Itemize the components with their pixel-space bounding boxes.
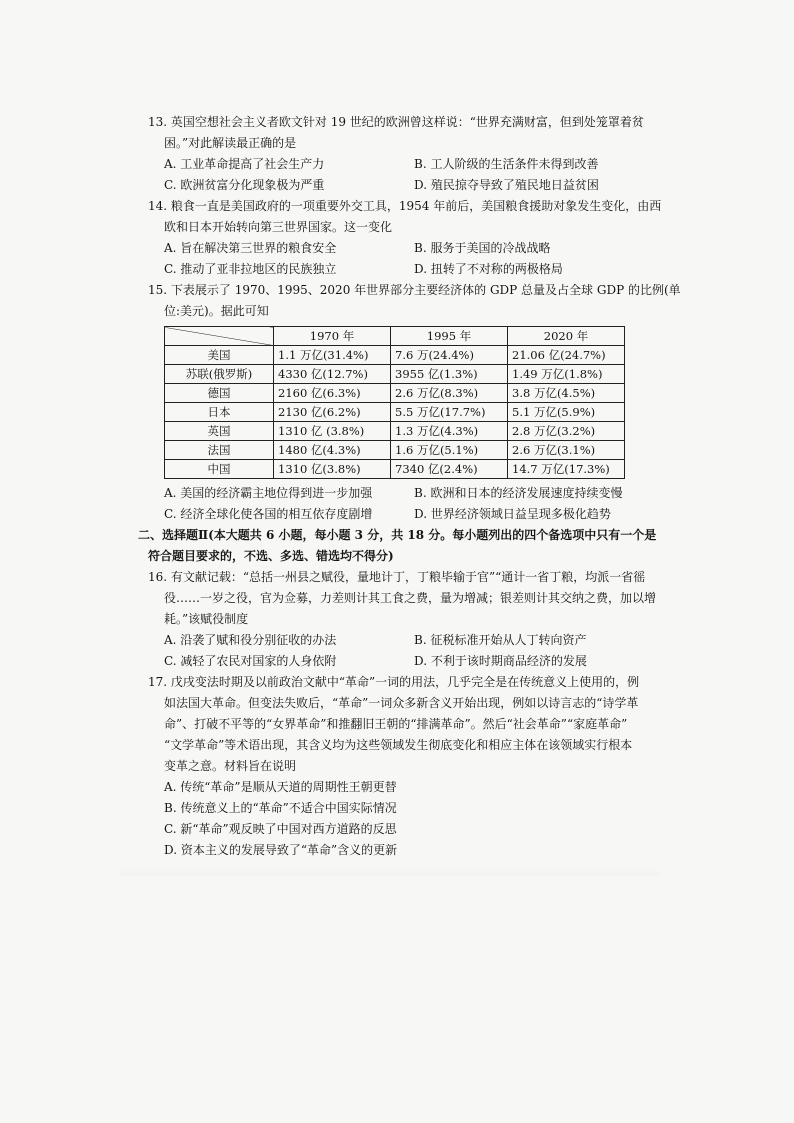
question-14-option-a: A. 旨在解决第三世界的粮食安全	[164, 241, 337, 255]
question-13-option-d: D. 殖民掠夺导致了殖民地日益贫困	[414, 178, 599, 192]
gdp-table-body	[165, 346, 625, 479]
question-17-stem-line3: 命”、打破不平等的“女界革命”和推翻旧王朝的“排满革命”。然后“社会革命”“家庭革命”	[164, 717, 628, 731]
scan-shadow	[120, 868, 660, 876]
question-14-stem-line2: 欧和日本开始转向第三世界国家。这一变化	[164, 220, 393, 234]
table-row	[165, 403, 625, 422]
gdp-table-header-2020: 2020 年	[508, 327, 625, 346]
question-16-option-c: C. 减轻了农民对国家的人身依附	[164, 654, 337, 668]
gdp-value-1970-cell: 1310 亿(3.8%)	[274, 460, 391, 479]
gdp-value-2020-cell: 14.7 万亿(17.3%)	[508, 460, 625, 479]
gdp-table-corner-cell	[165, 327, 274, 346]
question-13-stem-line1: 13. 英国空想社会主义者欧文针对 19 世纪的欧洲曾这样说：“世界充满财富，但到处笼罩着贫	[148, 115, 644, 129]
gdp-table-header-row	[165, 327, 625, 346]
question-14-options	[164, 238, 648, 280]
question-13	[148, 112, 648, 196]
question-16-options	[164, 630, 648, 672]
gdp-value-1995-cell: 1.6 万亿(5.1%)	[391, 441, 508, 460]
gdp-country-cell: 英国	[165, 422, 274, 441]
gdp-value-2020-cell: 21.06 亿(24.7%)	[508, 346, 625, 365]
question-17	[148, 672, 648, 861]
table-row	[165, 422, 625, 441]
question-15-option-b: B. 欧洲和日本的经济发展速度持续变慢	[414, 486, 623, 500]
gdp-value-1970-cell: 1480 亿(4.3%)	[274, 441, 391, 460]
question-17-option-b: B. 传统意义上的“革命”不适合中国实际情况	[164, 801, 397, 815]
gdp-value-1995-cell: 7340 亿(2.4%)	[391, 460, 508, 479]
gdp-value-2020-cell: 2.8 万亿(3.2%)	[508, 422, 625, 441]
question-16-stem-line1: 16. 有文献记载：“总括一州县之赋役，量地计丁，丁粮毕输于官”“通计一省丁粮，均派一省徭	[148, 570, 646, 584]
question-15-option-a: A. 美国的经济霸主地位得到进一步加强	[164, 486, 373, 500]
question-13-option-b: B. 工人阶级的生活条件未得到改善	[414, 157, 599, 171]
gdp-country-cell: 日本	[165, 403, 274, 422]
question-17-option-d: D. 资本主义的发展导致了“革命”含义的更新	[164, 843, 398, 857]
question-17-stem-line2: 如法国大革命。但变法失败后，“革命”一词众多新含义开始出现，例如以诗言志的“诗学革	[164, 696, 639, 710]
gdp-value-1995-cell: 2.6 万亿(8.3%)	[391, 384, 508, 403]
gdp-table	[164, 326, 625, 479]
table-row	[165, 346, 625, 365]
question-16	[148, 567, 657, 672]
question-17-option-c: C. 新“革命”观反映了中国对西方道路的反思	[164, 822, 397, 836]
question-16-stem-line2: 役……一岁之役，官为佥募，力差则计其工食之费，量为增减；银差则计其交纳之费，加以增	[164, 591, 657, 605]
question-15-options	[164, 483, 648, 525]
gdp-value-1995-cell: 3955 亿(1.3%)	[391, 365, 508, 384]
gdp-country-cell: 美国	[165, 346, 274, 365]
gdp-value-2020-cell: 3.8 万亿(4.5%)	[508, 384, 625, 403]
gdp-value-1970-cell: 1310 亿 (3.8%)	[274, 422, 391, 441]
gdp-value-2020-cell: 2.6 万亿(3.1%)	[508, 441, 625, 460]
question-17-stem-line5: 变革之意。材料旨在说明	[164, 759, 297, 773]
gdp-value-2020-cell: 1.49 万亿(1.8%)	[508, 365, 625, 384]
gdp-country-cell: 苏联(俄罗斯)	[165, 365, 274, 384]
question-15-option-c: C. 经济全球化使各国的相互依存度剧增	[164, 507, 373, 521]
question-14-option-d: D. 扭转了不对称的两极格局	[414, 262, 563, 276]
question-13-option-a: A. 工业革命提高了社会生产力	[164, 157, 325, 171]
gdp-table-header-1995: 1995 年	[391, 327, 508, 346]
question-17-option-a: A. 传统“革命”是顺从天道的周期性王朝更替	[164, 780, 397, 794]
gdp-value-1970-cell: 2160 亿(6.3%)	[274, 384, 391, 403]
gdp-value-1970-cell: 2130 亿(6.2%)	[274, 403, 391, 422]
section-2-heading-line2: 符合题目要求的，不选、多选、错选均不得分)	[148, 549, 394, 563]
gdp-country-cell: 中国	[165, 460, 274, 479]
question-14	[148, 196, 662, 280]
question-15	[148, 280, 681, 525]
gdp-table-header-1970: 1970 年	[274, 327, 391, 346]
section-2-heading-line1: 二、选择题Ⅱ(本大题共 6 小题，每小题 3 分，共 18 分。每小题列出的四个备选项中只有一个是	[138, 528, 657, 542]
question-13-options	[164, 154, 648, 196]
question-16-option-b: B. 征税标准开始从人丁转向资产	[414, 633, 587, 647]
question-14-option-b: B. 服务于美国的冷战战略	[414, 241, 551, 255]
question-15-stem-line1: 15. 下表展示了 1970、1995、2020 年世界部分主要经济体的 GDP 总量及占全球 GDP 的比例(单	[148, 283, 681, 297]
question-17-stem-line4: “文学革命”等术语出现，其含义均为这些领域发生彻底变化和相应主体在该领域实行根本	[164, 738, 633, 752]
question-13-stem-line2: 困。”对此解读最正确的是	[164, 136, 297, 150]
gdp-value-1970-cell: 4330 亿(12.7%)	[274, 365, 391, 384]
gdp-country-cell: 法国	[165, 441, 274, 460]
table-row	[165, 460, 625, 479]
question-16-option-a: A. 沿袭了赋和役分别征收的办法	[164, 633, 337, 647]
question-14-option-c: C. 推动了亚非拉地区的民族独立	[164, 262, 337, 276]
gdp-value-1995-cell: 1.3 万亿(4.3%)	[391, 422, 508, 441]
question-16-option-d: D. 不利于该时期商品经济的发展	[414, 654, 587, 668]
question-13-option-c: C. 欧洲贫富分化现象极为严重	[164, 178, 325, 192]
question-15-option-d: D. 世界经济领域日益呈现多极化趋势	[414, 507, 611, 521]
gdp-value-2020-cell: 5.1 万亿(5.9%)	[508, 403, 625, 422]
gdp-country-cell: 德国	[165, 384, 274, 403]
question-15-stem-line2: 位:美元)。据此可知	[164, 304, 269, 318]
table-row	[165, 384, 625, 403]
question-16-stem-line3: 耗。”该赋役制度	[164, 612, 249, 626]
question-content	[138, 112, 681, 861]
section-2-heading	[138, 525, 657, 567]
gdp-value-1995-cell: 5.5 万亿(17.7%)	[391, 403, 508, 422]
table-row	[165, 441, 625, 460]
question-17-stem-line1: 17. 戊戌变法时期及以前政治文献中“革命”一词的用法，几乎完全是在传统意义上使用的，例	[148, 675, 640, 689]
gdp-value-1995-cell: 7.6 万(24.4%)	[391, 346, 508, 365]
table-row	[165, 365, 625, 384]
gdp-value-1970-cell: 1.1 万亿(31.4%)	[274, 346, 391, 365]
question-14-stem-line1: 14. 粮食一直是美国政府的一项重要外交工具，1954 年前后，美国粮食援助对象发生变化，由西	[148, 199, 662, 213]
